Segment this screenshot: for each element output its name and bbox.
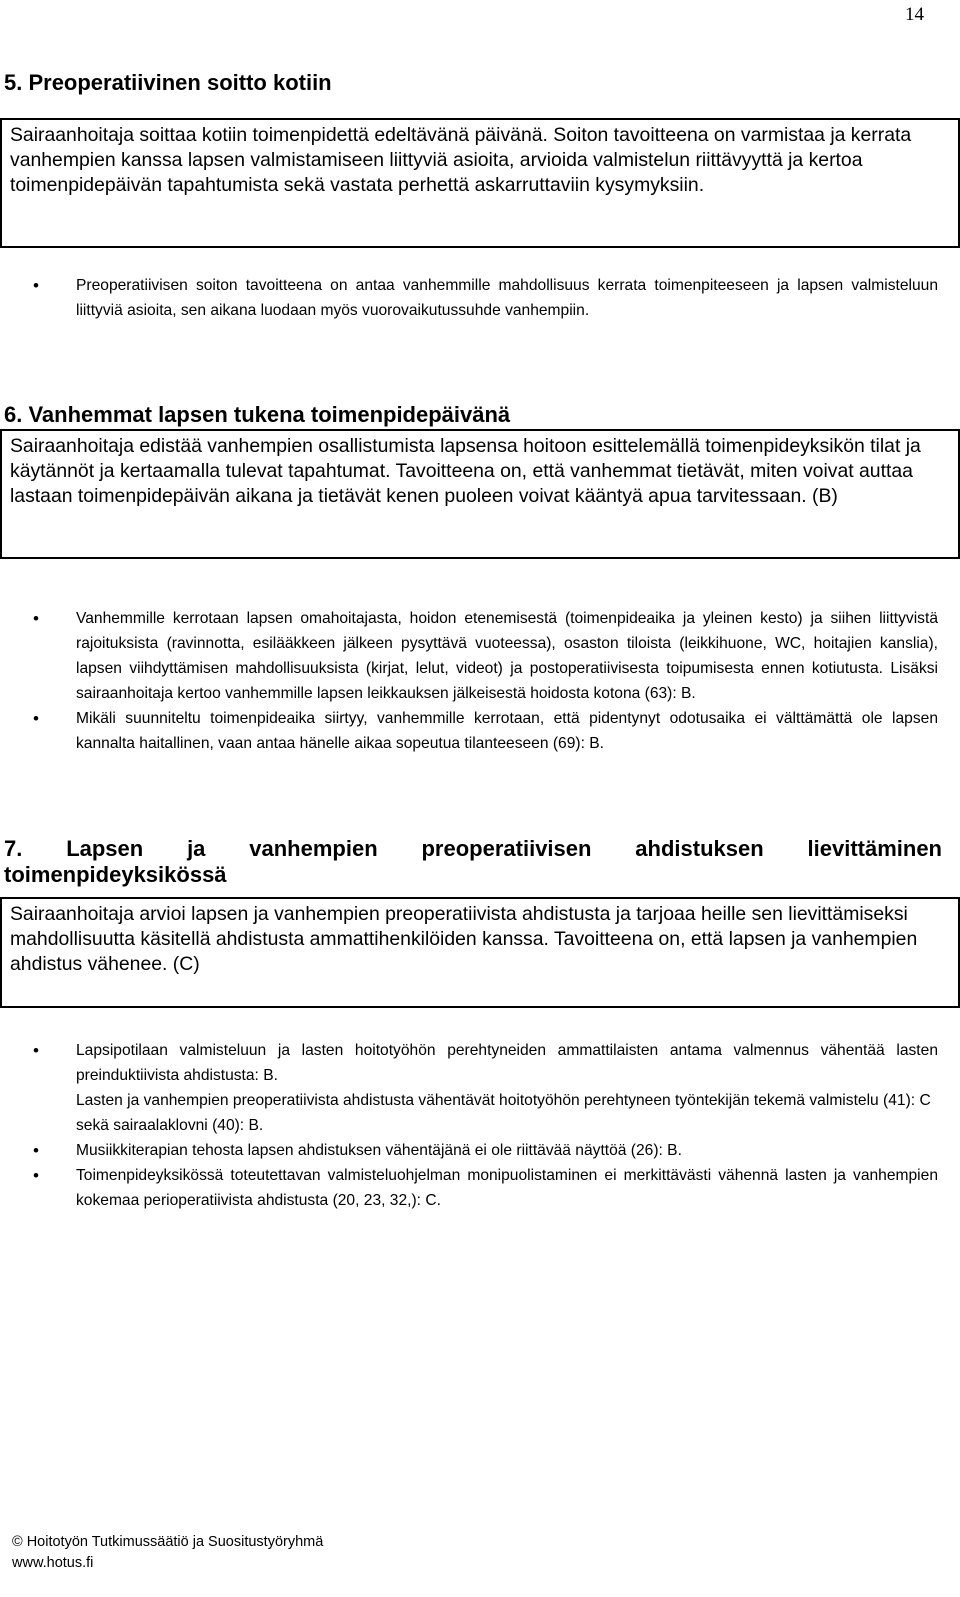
bullet-icon: • xyxy=(33,1041,39,1060)
section-6 xyxy=(0,402,960,752)
section-7-recommendation-box xyxy=(0,897,960,1008)
section-5-recommendation-box xyxy=(0,118,960,248)
section-7-heading-line-2: toimenpideyksikössä xyxy=(4,862,227,887)
bullet-icon: • xyxy=(33,276,39,295)
section-5-recommendation-text: Sairaanhoitaja soittaa kotiin toimenpidettä edeltävänä päivänä. Soiton tavoitteena on varmistaa ja kerrata vanhempien kanssa lapsen valmistamiseen liittyviä asioita, arvioida valmistelun riittävyyttä ja kertoa toimenpidepäivän tapahtumista sekä vastata perhettä askarruttaviin kysymyksiin. xyxy=(10,124,912,196)
list-item: • Vanhemmille kerrotaan lapsen omahoitajasta, hoidon etenemisestä (toimenpideaika ja yleinen kesto) ja siihen liittyvistä rajoituksista (ravinnotta, esilääkkeen jälkeen pysyttävä vuoteessa), osaston tiloista (leikkihuone, WC, hoitajien kanslia), lapsen viihdyttämisen mahdollisuuksista (kirjat, lelut, videot) ja postoperatiivisesta toipumisesta ennen kotiutusta. Lisäksi sairaanhoitaja kertoo vanhemmille lapsen leikkauksen jälkeisestä hoidosta kotona (63): B. xyxy=(0,606,960,706)
section-6-bullet-list xyxy=(0,606,960,756)
section-6-heading: 6. Vanhemmat lapsen tukena toimenpidepäivänä xyxy=(4,402,511,427)
section-7-heading-line-1: 7. Lapsen ja vanhempien preoperatiivisen ahdistuksen lievittäminen xyxy=(4,836,942,861)
section-5 xyxy=(0,70,960,319)
section-7-bullet-list xyxy=(0,1038,960,1213)
footer-website-link[interactable]: www.hotus.fi xyxy=(12,1555,94,1571)
page-number: 14 xyxy=(905,4,924,25)
bullet-icon: • xyxy=(33,1141,39,1160)
section-5-bullet-list xyxy=(0,273,960,323)
list-item: • Musiikkiterapian tehosta lapsen ahdistuksen vähentäjänä ei ole riittävää näyttöä (26): B. xyxy=(0,1138,960,1163)
section-7 xyxy=(0,836,960,1209)
section-7-recommendation-text: Sairaanhoitaja arvioi lapsen ja vanhempien preoperatiivista ahdistusta ja tarjoaa heille sen lievittämiseksi mahdollisuutta käsitellä ahdistusta ammattihenkilöiden kanssa. Tavoitteena on, että lapsen ja vanhempien ahdistus vähenee. (C) xyxy=(10,903,918,975)
section-6-recommendation-text: Sairaanhoitaja edistää vanhempien osallistumista lapsensa hoitoon esittelemällä toimenpideyksikön tilat ja käytännöt ja kertaamalla tulevat tapahtumat. Tavoitteena on, että vanhemmat tietävät, miten voivat auttaa lastaan toimenpidepäivän aikana ja tietävät kenen puoleen voivat kääntyä apua tarvitessaan. (B) xyxy=(10,435,921,507)
section-7-heading xyxy=(0,836,960,888)
bullet-icon: • xyxy=(33,609,39,628)
section-5-heading: 5. Preoperatiivinen soitto kotiin xyxy=(4,70,332,95)
bullet-icon: • xyxy=(33,709,39,728)
list-item: • Lapsipotilaan valmisteluun ja lasten hoitotyöhön perehtyneiden ammattilaisten antama valmennus vähentää lasten preinduktiivista ahdistusta: B. Lasten ja vanhempien preoperatiivista ahdistusta vähentävät hoitotyöhön perehtyneen työntekijän tekemä valmistelu (41): C sekä sairaalaklovni (40): B. xyxy=(0,1038,960,1138)
list-item: • Preoperatiivisen soiton tavoitteena on antaa vanhemmille mahdollisuus kerrata toimenpiteeseen ja lapsen valmisteluun liittyviä asioita, sen aikana luodaan myös vuorovaikutussuhde vanhempiin. xyxy=(0,273,960,323)
bullet-icon: • xyxy=(33,1166,39,1185)
section-6-recommendation-box xyxy=(0,429,960,559)
list-item: • Toimenpideyksikössä toteutettavan valmisteluohjelman monipuolistaminen ei merkittävästi vähennä lasten ja vanhempien kokemaa perioperatiivista ahdistusta (20, 23, 32,): C. xyxy=(0,1163,960,1213)
footer xyxy=(12,1532,323,1574)
list-item: • Mikäli suunniteltu toimenpideaika siirtyy, vanhemmille kerrotaan, että pidentynyt odotusaika ei välttämättä ole lapsen kannalta haitallinen, vaan antaa hänelle aikaa sopeutua tilanteeseen (69): B. xyxy=(0,706,960,756)
footer-copyright: © Hoitotyön Tutkimussäätiö ja Suositustyöryhmä xyxy=(12,1534,324,1550)
